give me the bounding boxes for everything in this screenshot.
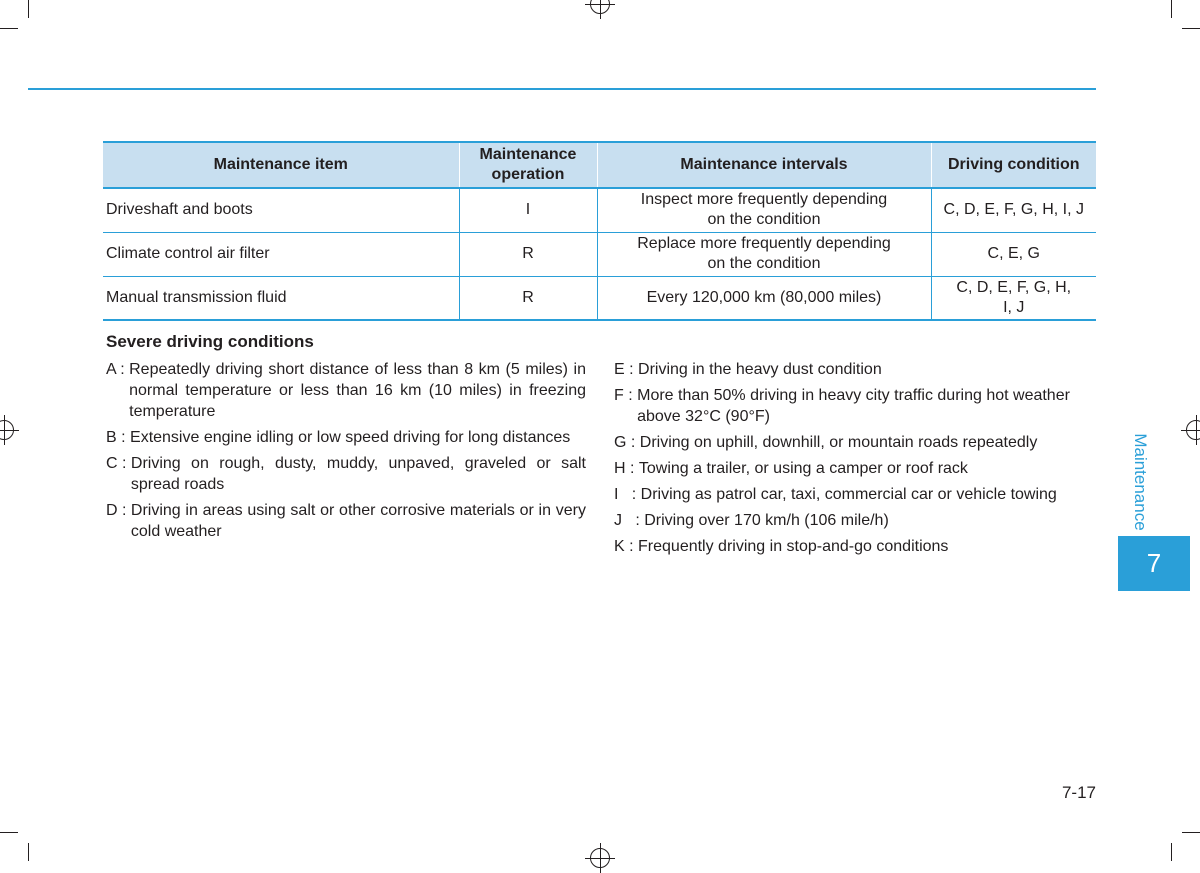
list-item — [614, 536, 1096, 557]
table-cell: C, E, G — [931, 232, 1096, 276]
registration-mark-icon — [590, 848, 610, 868]
crop-mark — [1182, 28, 1200, 29]
list-item — [614, 432, 1096, 453]
condition-key: B : — [106, 429, 131, 446]
list-item — [106, 500, 586, 542]
column-header: Driving condition — [931, 142, 1096, 188]
table-cell: Driveshaft and boots — [103, 188, 459, 232]
conditions-list-right — [614, 359, 1096, 562]
condition-text: Extensive engine idling or low speed driving for long distances — [130, 429, 571, 446]
column-header: Maintenance intervals — [597, 142, 931, 188]
table-header-row — [103, 142, 1096, 188]
condition-key: I : — [614, 486, 641, 503]
crop-mark — [28, 843, 29, 861]
table-cell: Climate control air filter — [103, 232, 459, 276]
list-item — [106, 359, 586, 422]
table-cell: C, D, E, F, G, H, I, J — [931, 188, 1096, 232]
chapter-tab: 7 — [1118, 536, 1190, 591]
condition-key: E : — [614, 361, 639, 378]
section-title: Severe driving conditions — [106, 332, 314, 351]
condition-key: C : — [106, 455, 131, 472]
condition-text: Driving on uphill, downhill, or mountain roads repeatedly — [639, 434, 1038, 451]
condition-key: J : — [614, 512, 645, 529]
list-item — [614, 484, 1096, 505]
conditions-list-left — [106, 359, 586, 547]
table-cell: R — [459, 232, 597, 276]
condition-text: Driving in the heavy dust condition — [638, 361, 882, 378]
maintenance-table — [103, 141, 1096, 321]
crop-mark — [0, 28, 18, 29]
crop-mark — [1171, 843, 1172, 861]
condition-text: Frequently driving in stop-and-go conditions — [638, 538, 949, 555]
table-row — [103, 232, 1096, 276]
table-cell: Manual transmission fluid — [103, 276, 459, 320]
table-row — [103, 188, 1096, 232]
list-item — [106, 427, 586, 448]
table-cell: Inspect more frequently depending on the condition — [597, 188, 931, 232]
table-cell: C, D, E, F, G, H, I, J — [931, 276, 1096, 320]
condition-text: Driving as patrol car, taxi, commercial car or vehicle towing — [640, 486, 1057, 503]
page-number: 7-17 — [1061, 783, 1096, 802]
crop-mark — [0, 832, 18, 833]
condition-key: K : — [614, 538, 639, 555]
condition-key: G : — [614, 434, 640, 451]
list-item — [614, 359, 1096, 380]
crop-mark — [1171, 0, 1172, 18]
condition-text: Driving in areas using salt or other corrosive materials or in very cold weather — [130, 502, 586, 540]
registration-mark-icon — [590, 0, 610, 14]
table-row — [103, 276, 1096, 320]
table-cell: Replace more frequently depending on the condition — [597, 232, 931, 276]
condition-text: Driving on rough, dusty, muddy, unpaved, graveled or salt spread roads — [130, 455, 586, 493]
registration-mark-icon — [0, 420, 14, 440]
condition-text: More than 50% driving in heavy city traffic during hot weather above 32°C (90°F) — [637, 387, 1070, 425]
list-item — [614, 458, 1096, 479]
registration-mark-icon — [1186, 420, 1200, 440]
condition-text: Repeatedly driving short distance of less than 8 km (5 miles) in normal temperature or less than 16 km (10 miles) in freezing temperature — [129, 361, 586, 420]
list-item — [614, 385, 1096, 427]
table-cell: Every 120,000 km (80,000 miles) — [597, 276, 931, 320]
condition-text: Towing a trailer, or using a camper or roof rack — [638, 460, 968, 477]
condition-key: F : — [614, 387, 638, 404]
list-item — [106, 453, 586, 495]
chapter-side-label: Maintenance — [1131, 433, 1150, 531]
header-rule — [28, 88, 1096, 90]
condition-key: D : — [106, 502, 131, 519]
condition-key: A : — [106, 361, 130, 378]
table-cell: R — [459, 276, 597, 320]
table-cell: I — [459, 188, 597, 232]
column-header: Maintenance item — [103, 142, 459, 188]
condition-key: H : — [614, 460, 639, 477]
crop-mark — [1182, 832, 1200, 833]
list-item — [614, 510, 1096, 531]
condition-text: Driving over 170 km/h (106 mile/h) — [644, 512, 889, 529]
column-header: Maintenance operation — [459, 142, 597, 188]
crop-mark — [28, 0, 29, 18]
